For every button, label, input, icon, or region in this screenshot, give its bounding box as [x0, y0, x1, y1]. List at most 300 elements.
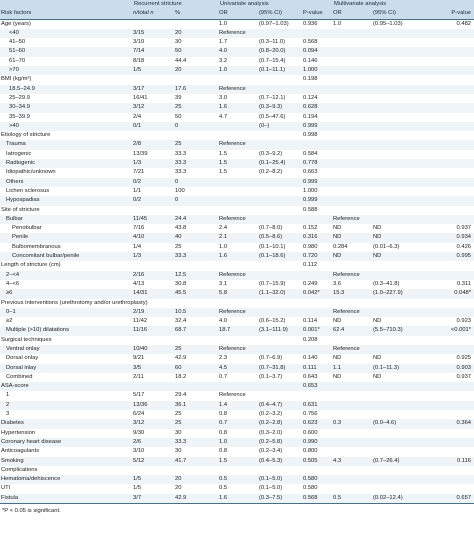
risk-factor-cell: Dorsal inlay — [0, 364, 132, 373]
or-cell: 18.7 — [218, 326, 258, 335]
percent-cell: 30.8 — [175, 280, 187, 287]
risk-factor-cell: 2 — [0, 401, 132, 410]
pvalue-cell: 0.249 — [303, 280, 318, 287]
pvalue-multi-cell: 0.426 — [456, 243, 472, 250]
pvalue-cell: 0.990 — [302, 438, 332, 447]
ntotal-cell: 2/4 — [133, 113, 142, 120]
ci-cell — [258, 299, 302, 308]
percent-cell: 17.6 — [174, 85, 218, 94]
ci-multi-cell — [372, 391, 430, 400]
ci-multi-cell — [372, 308, 430, 317]
ci-cell — [258, 345, 302, 354]
risk-factor-cell: Hypospadias — [0, 196, 132, 205]
percent-cell — [174, 19, 218, 29]
or-multi-cell: ND — [333, 373, 342, 380]
risk-factor-cell: 1 — [6, 392, 10, 399]
pvalue-cell: 0.568 — [303, 39, 318, 46]
table-row — [0, 373, 474, 382]
pvalue-cell: 0.628 — [302, 103, 332, 112]
risk-factor-cell: Coronary heart disease — [0, 438, 132, 447]
or-multi-cell: 0.3 — [332, 419, 372, 428]
risk-factor-cell: Combined — [6, 373, 33, 380]
risk-factor-cell: Iatrogenic — [6, 150, 32, 157]
or-multi-cell — [332, 57, 372, 66]
or-multi-cell: 0.284 — [333, 243, 348, 250]
percent-cell: 32.4 — [175, 318, 187, 325]
ci-cell: (0.7–31.8) — [258, 364, 302, 373]
ci-cell — [258, 131, 302, 140]
risk-factor-cell: Previous interventions (urethrotomy and/or urethroplasty) — [1, 299, 148, 306]
pvalue-multi-cell — [430, 29, 474, 38]
pvalue-cell — [302, 29, 332, 38]
percent-cell: 36.1 — [174, 401, 218, 410]
percent-cell: 50 — [174, 47, 218, 56]
ci-multi-cell — [372, 410, 430, 419]
pvalue-multi-cell — [430, 475, 474, 484]
risk-factor-cell: 2–<4 — [0, 271, 132, 280]
or-multi-cell: ND — [332, 233, 372, 242]
or-multi-cell — [332, 140, 372, 149]
table-row — [0, 299, 474, 308]
pvalue-multi-cell — [430, 57, 474, 66]
ci-multi-cell — [372, 299, 430, 308]
ci-cell: (0.2–8.2) — [259, 169, 283, 176]
percent-cell — [174, 299, 218, 308]
or-multi-cell — [332, 103, 372, 112]
ci-cell: (0–) — [258, 122, 302, 131]
risk-factor-cell: 3 — [6, 411, 10, 418]
table-row — [0, 401, 474, 410]
ntotal-cell: 11/16 — [132, 326, 174, 335]
table-row — [0, 38, 474, 47]
or-multi-cell — [332, 438, 372, 447]
or-cell: 1.6 — [218, 103, 258, 112]
ci-multi-cell — [372, 475, 430, 484]
percent-cell: 12.5 — [174, 271, 218, 280]
pvalue-multi-cell: 0.925 — [456, 355, 472, 362]
ci-multi-cell: (0.95–1.03) — [373, 20, 403, 27]
table-row — [0, 19, 474, 29]
ntotal-cell: 3/12 — [132, 419, 174, 428]
ci-cell: (0.3–11.0) — [259, 39, 285, 46]
percent-cell: 41.7 — [174, 457, 218, 466]
pvalue-cell: 0.198 — [303, 76, 318, 83]
ci-multi-cell — [372, 140, 430, 149]
pvalue-multi-cell — [430, 122, 474, 131]
risk-factor-cell: 18.5–24.9 — [0, 85, 132, 94]
risk-factor-cell: Diabetes — [0, 419, 132, 428]
pvalue-cell: 0.112 — [303, 262, 318, 269]
pvalue-multi-cell: 0.923 — [456, 318, 472, 325]
or-multi-cell — [332, 206, 372, 215]
ntotal-cell: 7/16 — [133, 225, 145, 232]
table-row — [0, 280, 474, 289]
table-row — [0, 354, 474, 363]
percent-cell: 20 — [174, 475, 218, 484]
or-cell — [218, 299, 258, 308]
ci-multi-cell: (0.7–26.4) — [372, 457, 430, 466]
pvalue-multi-cell — [430, 447, 474, 456]
ci-multi-cell — [372, 85, 430, 94]
or-multi-cell — [332, 38, 372, 47]
ntotal-cell: 2/19 — [132, 308, 174, 317]
table-row — [0, 261, 474, 270]
ci-cell: (0.1–11.1) — [258, 66, 302, 75]
table-row — [0, 150, 474, 159]
pvalue-cell: 0.800 — [303, 448, 318, 455]
ci-multi-cell: ND — [373, 318, 382, 325]
ntotal-cell — [132, 206, 174, 215]
ntotal-cell: 2/6 — [132, 438, 174, 447]
pvalue-cell: 0.111 — [302, 364, 332, 373]
risk-factor-cell: 51–60 — [0, 47, 132, 56]
ci-cell: (0.7–12.1) — [259, 94, 286, 101]
pvalue-cell: 0.623 — [302, 419, 332, 428]
or-multi-cell: Reference — [332, 271, 372, 280]
percent-cell: 33.3 — [174, 159, 218, 168]
ci-cell — [258, 140, 302, 149]
ci-cell: (0.97–1.03) — [259, 20, 289, 27]
risk-factor-cell: Hypertension — [1, 429, 36, 436]
pvalue-multi-cell — [430, 308, 474, 317]
or-cell: 0.8 — [219, 448, 228, 455]
ci-cell: (0.6–15.2) — [259, 318, 286, 325]
ci-multi-cell — [372, 447, 430, 456]
risk-factor-cell: Lichen sclerosus — [6, 187, 50, 194]
percent-cell — [174, 206, 218, 215]
ci-cell — [258, 75, 302, 84]
pvalue-multi-cell — [430, 271, 474, 280]
risk-factor-cell: ≥6 — [0, 289, 132, 298]
pvalue-cell: 0.194 — [303, 113, 318, 120]
pvalue-cell: 0.936 — [303, 20, 318, 27]
ntotal-cell: 1/1 — [133, 187, 142, 194]
ntotal-cell: 1/5 — [133, 485, 142, 492]
or-cell: 0.5 — [219, 485, 228, 492]
ci-multi-cell: (0.0–4.6) — [372, 419, 430, 428]
ci-cell: (0.3–9.2) — [259, 150, 283, 157]
ci-multi-cell — [372, 466, 430, 475]
ntotal-cell: 3/17 — [132, 85, 174, 94]
or-cell — [218, 122, 258, 131]
pvalue-multi-cell — [430, 113, 474, 122]
pvalue-multi-cell: 0.934 — [430, 233, 474, 242]
header-group-row — [0, 0, 474, 9]
or-cell — [218, 178, 258, 187]
ntotal-cell: 7/14 — [132, 47, 174, 56]
risk-factor-cell: Radiogenic — [0, 159, 132, 168]
risk-factor-cell: Etiology of stricture — [1, 132, 51, 139]
header-risk-factors: Risk factors — [0, 9, 132, 19]
ci-multi-cell — [372, 75, 430, 84]
ci-multi-cell — [372, 66, 430, 75]
pvalue-multi-cell — [430, 38, 474, 47]
risk-factor-cell: Length of stricture (cm) — [1, 262, 61, 269]
pvalue-cell: 0.643 — [303, 373, 318, 380]
or-multi-cell — [332, 168, 372, 177]
table-row — [0, 317, 474, 326]
pvalue-cell: 0.778 — [302, 159, 332, 168]
or-multi-cell: 4.3 — [332, 457, 372, 466]
pvalue-multi-cell — [430, 429, 474, 438]
table-row — [0, 391, 474, 400]
pvalue-cell: 0.998 — [303, 132, 318, 139]
risk-factor-cell: Smoking — [0, 457, 132, 466]
ci-cell: (0.7–8.0) — [259, 225, 283, 232]
or-cell: 4.5 — [218, 364, 258, 373]
risk-factor-cell: 61–70 — [9, 57, 26, 64]
pvalue-cell — [302, 466, 332, 475]
ntotal-cell: 7/21 — [133, 169, 145, 176]
pvalue-cell — [302, 271, 332, 280]
pvalue-multi-cell — [430, 466, 474, 475]
or-cell: 4.0 — [218, 47, 258, 56]
or-cell — [218, 382, 258, 391]
pvalue-cell: 0.208 — [303, 336, 318, 343]
pvalue-multi-cell — [430, 85, 474, 94]
or-multi-cell — [332, 410, 372, 419]
risk-factor-cell: Multiple (>10) dilatations — [0, 326, 132, 335]
ci-cell: (0.7–6.9) — [259, 355, 283, 362]
ntotal-cell: 0/1 — [132, 122, 174, 131]
ci-cell: (0.2–5.8) — [258, 438, 302, 447]
pvalue-multi-cell: 0.364 — [430, 419, 474, 428]
or-cell: 2.1 — [218, 233, 258, 242]
percent-cell: 20 — [175, 485, 182, 492]
percent-cell: 18.2 — [175, 373, 187, 380]
ntotal-cell: 2/16 — [132, 271, 174, 280]
table-row — [0, 243, 474, 252]
or-cell: Reference — [218, 271, 258, 280]
ntotal-cell: 8/18 — [133, 57, 145, 64]
risk-factor-cell: Site of stricture — [1, 206, 40, 213]
or-cell: Reference — [218, 29, 258, 38]
ntotal-cell — [132, 336, 174, 345]
pvalue-cell: 0.124 — [303, 94, 318, 101]
or-multi-cell — [332, 429, 372, 438]
ci-cell — [258, 271, 302, 280]
or-multi-cell: 15.3 — [332, 289, 372, 298]
or-cell: 1.6 — [218, 494, 258, 504]
table-row — [0, 66, 474, 75]
ci-cell: (0.7–15.9) — [259, 280, 286, 287]
percent-cell: 25 — [174, 419, 218, 428]
ntotal-cell — [132, 466, 174, 475]
table-row — [0, 252, 474, 261]
ci-cell: (3.1–111.9) — [258, 326, 302, 335]
ntotal-cell — [132, 19, 174, 29]
header-pvalue-multi: P-value — [430, 9, 474, 19]
table-row — [0, 457, 474, 466]
table-header — [0, 0, 474, 19]
table-row — [0, 131, 474, 140]
ntotal-cell: 13/39 — [133, 150, 148, 157]
header-univariate-group: Univariate analysis — [218, 0, 332, 9]
ci-multi-cell: ND — [372, 252, 430, 261]
ntotal-cell: 3/10 — [133, 39, 145, 46]
percent-cell: 29.4 — [175, 392, 187, 399]
ci-cell: (0.3–2.0) — [259, 429, 283, 436]
or-multi-cell: ND — [333, 318, 342, 325]
pvalue-cell: 0.999 — [302, 178, 332, 187]
percent-cell: 30 — [175, 448, 182, 455]
pvalue-multi-cell — [430, 484, 474, 493]
percent-cell: 50 — [175, 113, 182, 120]
or-multi-cell — [332, 131, 372, 140]
pvalue-multi-cell — [430, 168, 474, 177]
table-row — [0, 438, 474, 447]
ci-multi-cell — [372, 345, 430, 354]
header-recurrent-group: Recurrent stricture — [132, 0, 218, 9]
pvalue-cell — [302, 299, 332, 308]
or-multi-cell: 62.4 — [332, 326, 372, 335]
or-cell: 1.0 — [218, 66, 258, 75]
or-multi-cell — [332, 401, 372, 410]
pvalue-multi-cell: 0.048* — [430, 289, 474, 298]
or-cell: 0.7 — [218, 419, 258, 428]
or-multi-cell — [332, 75, 372, 84]
ntotal-cell: 3/12 — [132, 103, 174, 112]
table-row — [0, 159, 474, 168]
or-multi-cell: Reference — [332, 308, 372, 317]
ci-cell — [258, 382, 302, 391]
percent-cell: 20 — [174, 29, 218, 38]
pvalue-multi-cell: 0.937 — [456, 225, 472, 232]
ci-cell: (0.3–9.3) — [258, 103, 302, 112]
or-cell: 0.7 — [219, 373, 228, 380]
ci-cell: (0.1–5.0) — [259, 485, 283, 492]
header-or-multi: OR — [332, 9, 372, 19]
percent-cell: 44.4 — [175, 57, 187, 64]
risk-factor-cell: 4–<6 — [6, 280, 20, 287]
risk-factor-cell: Trauma — [0, 140, 132, 149]
percent-cell: 30 — [175, 429, 182, 436]
risk-factor-cell: Bulbomembranous — [12, 243, 61, 250]
ci-cell — [258, 196, 302, 205]
table-row — [0, 85, 474, 94]
or-multi-cell — [332, 336, 372, 345]
ci-cell — [258, 206, 302, 215]
percent-cell: 0 — [174, 196, 218, 205]
ci-multi-cell — [372, 168, 430, 177]
table-row — [0, 29, 474, 38]
table-row — [0, 233, 474, 242]
pvalue-cell: 0.999 — [302, 196, 332, 205]
risk-factor-cell: 30–34.9 — [0, 103, 132, 112]
table-row — [0, 466, 474, 475]
risk-factor-cell: 25–29.9 — [9, 94, 30, 101]
ci-multi-cell: (1.0–227.9) — [372, 289, 430, 298]
or-multi-cell: ND — [333, 225, 342, 232]
risk-factor-cell: Idiopathic/unknown — [6, 169, 56, 176]
risk-factor-cell: Surgical techniques — [1, 336, 52, 343]
ci-cell — [258, 215, 302, 224]
pvalue-multi-cell — [430, 47, 474, 56]
risk-factor-cell: Complications — [1, 466, 38, 473]
ci-cell — [258, 466, 302, 475]
risk-factor-cell: <40 — [0, 29, 132, 38]
ci-cell: (0.5–8.6) — [258, 233, 302, 242]
ntotal-cell: 3/10 — [133, 448, 145, 455]
risk-factor-cell: Penile — [0, 233, 132, 242]
table-row — [0, 494, 474, 504]
ntotal-cell: 5/17 — [133, 392, 145, 399]
header-ci-multi: (95% CI) — [372, 9, 430, 19]
ci-multi-cell: (0.1–11.3) — [372, 364, 430, 373]
pvalue-cell: 0.094 — [302, 47, 332, 56]
pvalue-cell: 0.663 — [303, 169, 318, 176]
ci-multi-cell: ND — [373, 355, 382, 362]
ci-cell — [258, 261, 302, 270]
percent-cell: 0 — [174, 122, 218, 131]
or-multi-cell — [332, 178, 372, 187]
table-row — [0, 308, 474, 317]
risk-factor-cell: Dorsal onlay — [6, 355, 39, 362]
table-row — [0, 224, 474, 233]
ci-multi-cell — [372, 261, 430, 270]
pvalue-cell: 0.042* — [302, 289, 332, 298]
pvalue-cell: 0.631 — [302, 401, 332, 410]
ntotal-cell: 6/24 — [133, 411, 145, 418]
pvalue-multi-cell: 0.937 — [456, 373, 472, 380]
pvalue-cell: 0.999 — [302, 122, 332, 131]
or-multi-cell — [332, 113, 372, 122]
table-row — [0, 447, 474, 456]
or-multi-cell: 1.0 — [333, 20, 342, 27]
ntotal-cell: 16/41 — [133, 94, 148, 101]
percent-cell: 33.3 — [174, 438, 218, 447]
pvalue-cell: 1.000 — [302, 66, 332, 75]
ci-cell: (0.1–18.6) — [258, 252, 302, 261]
or-cell: 0.5 — [218, 475, 258, 484]
risk-factor-cell: 35–39.9 — [9, 113, 30, 120]
or-multi-cell — [332, 196, 372, 205]
or-cell: 1.0 — [219, 243, 228, 250]
ntotal-cell: 10/40 — [132, 345, 174, 354]
header-ci: (95% CI) — [258, 9, 302, 19]
percent-cell: 0 — [174, 178, 218, 187]
risk-factor-cell: Penobulbar — [12, 225, 42, 232]
or-multi-cell: 1.1 — [332, 364, 372, 373]
table-body — [0, 19, 474, 503]
header-or: OR — [218, 9, 258, 19]
or-multi-cell — [332, 29, 372, 38]
or-cell: Reference — [218, 345, 258, 354]
or-cell: Reference — [218, 215, 258, 224]
header-empty-cell — [0, 0, 132, 9]
percent-cell: 24.4 — [174, 215, 218, 224]
pvalue-multi-cell — [430, 438, 474, 447]
ntotal-cell: 3/7 — [132, 494, 174, 504]
pvalue-cell — [302, 391, 332, 400]
header-pvalue: P-value — [302, 9, 332, 19]
or-cell: 1.4 — [218, 401, 258, 410]
table-row — [0, 196, 474, 205]
or-cell — [218, 466, 258, 475]
ci-cell — [258, 308, 302, 317]
risk-factor-cell: >40 — [0, 122, 132, 131]
ci-multi-cell: (0.02–12.4) — [372, 494, 430, 504]
percent-cell: 100 — [175, 187, 185, 194]
pvalue-multi-cell — [430, 94, 474, 103]
ntotal-cell: 1/3 — [132, 159, 174, 168]
pvalue-multi-cell — [430, 382, 474, 391]
ci-multi-cell: (5.5–710.3) — [372, 326, 430, 335]
header-percent: % — [174, 9, 218, 19]
ntotal-cell: 5/12 — [132, 457, 174, 466]
risk-factor-cell: Others — [0, 178, 132, 187]
percent-cell: 25 — [174, 103, 218, 112]
